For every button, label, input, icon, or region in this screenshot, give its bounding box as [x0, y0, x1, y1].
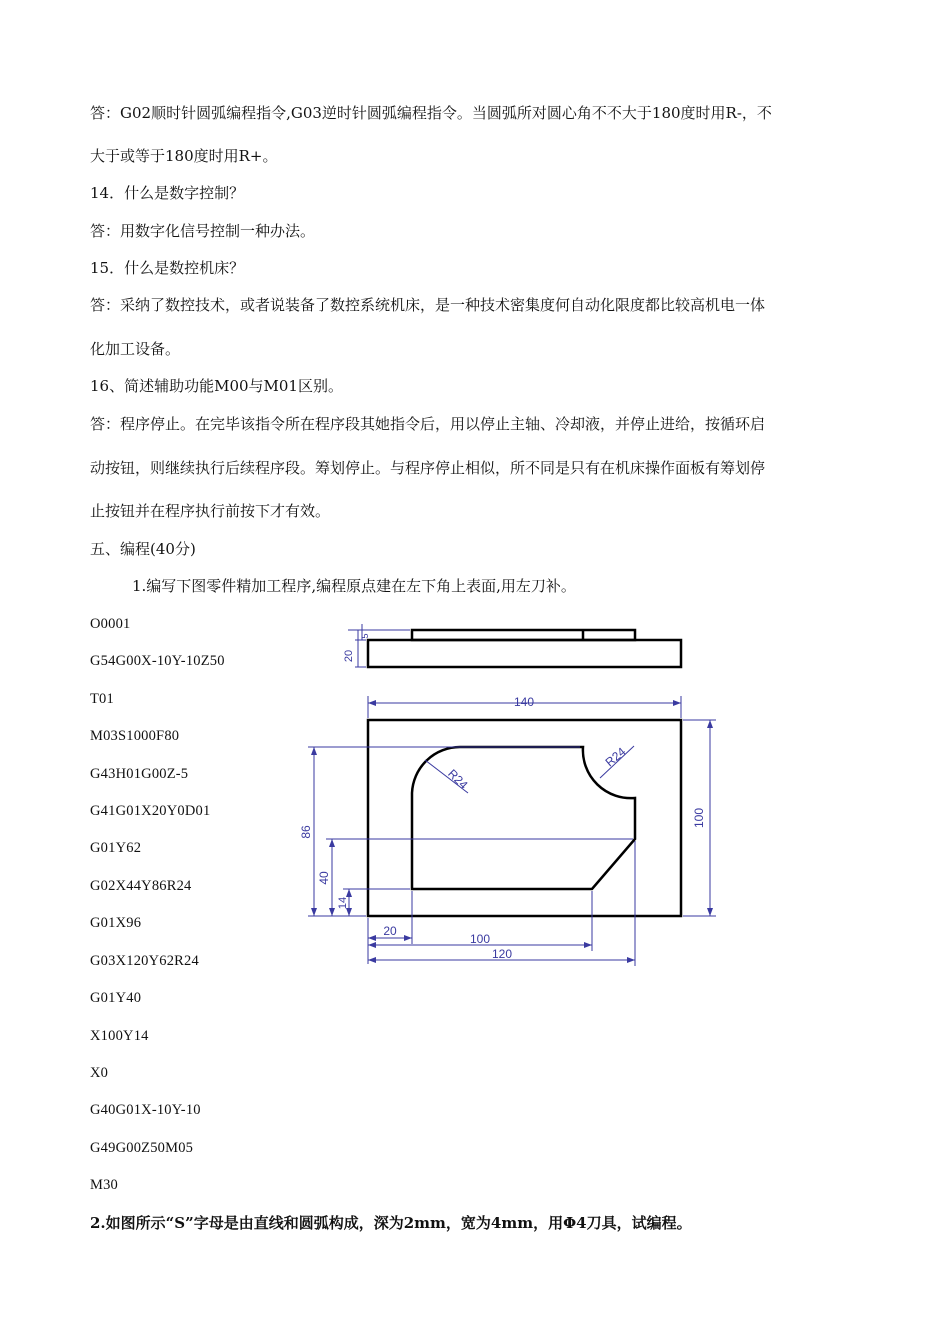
side-view — [368, 630, 681, 667]
radius-left-label: R24 — [445, 766, 471, 792]
dim-120: 120 — [491, 947, 513, 961]
answer13-line2: 大于或等于180度时用R+。 — [90, 147, 278, 165]
dim-40: 40 — [317, 871, 331, 885]
dim-5-side: 5 — [360, 633, 370, 639]
q14-answer: 答：用数字化信号控制一种办法。 — [90, 222, 316, 240]
q16-answer-line1: 答：程序停止。在完毕该指令所在程序段其她指令后，用以停止主轴、冷却液，并停止进给，按循环启 — [90, 415, 766, 433]
side-view-dimensions — [348, 624, 410, 667]
dim-86: 86 — [299, 825, 313, 839]
program-line: G43H01G00Z-5 — [90, 766, 189, 782]
program-line: G49G00Z50M05 — [90, 1140, 194, 1156]
pocket-contour — [412, 747, 635, 889]
radius-right-label: R24 — [602, 744, 629, 770]
program-line: G01Y62 — [90, 840, 142, 856]
program-line: G41G01X20Y0D01 — [90, 803, 211, 819]
dim-140: 140 — [513, 695, 535, 709]
section5-title: 五、编程(40分) — [90, 540, 196, 558]
program-line: G40G01X-10Y-10 — [90, 1102, 201, 1118]
q16-answer-line2: 动按钮，则继续执行后续程序段。筹划停止。与程序停止相似，所不同是只有在机床操作面板有筹划停 — [90, 459, 766, 477]
task2-text: 2.如图所示“S”字母是由直线和圆弧构成，深为2mm，宽为4mm，用Φ4刀具，试编程。 — [90, 1214, 692, 1232]
program-line: G01X96 — [90, 915, 142, 931]
dim-20-side: 20 — [343, 649, 355, 663]
task1-text: 1.编写下图零件精加工程序,编程原点建在左下角上表面,用左刀补。 — [132, 577, 576, 595]
program-line: G54G00X-10Y-10Z50 — [90, 653, 225, 669]
q14-question: 14．什么是数字控制？ — [90, 184, 245, 202]
q15-answer-line2: 化加工设备。 — [90, 340, 181, 358]
dim-100-bottom: 100 — [469, 932, 491, 946]
arrowheads — [311, 700, 713, 963]
program-line: O0001 — [90, 616, 131, 632]
program-line: M03S1000F80 — [90, 728, 180, 744]
q15-answer-line1: 答：采纳了数控技术，或者说装备了数控系统机床，是一种技术密集度何自动化限度都比较高机电一体 — [90, 296, 766, 314]
dim-100-right: 100 — [692, 807, 706, 829]
q16-question: 16、简述辅助功能M00与M01区别。 — [90, 377, 343, 395]
program-line: G02X44Y86R24 — [90, 878, 192, 894]
program-line: T01 — [90, 691, 114, 707]
q16-answer-line3: 止按钮并在程序执行前按下才有效。 — [90, 502, 331, 520]
program-line: X100Y14 — [90, 1028, 149, 1044]
program-line: G03X120Y62R24 — [90, 953, 199, 969]
dim-14: 14 — [337, 896, 349, 910]
program-line: X0 — [90, 1065, 109, 1081]
q15-question: 15．什么是数控机床？ — [90, 259, 245, 277]
answer13-line1: 答：G02顺时针圆弧编程指令,G03逆时针圆弧编程指令。当圆弧所对圆心角不不大于180度时用R-，不 — [90, 104, 772, 122]
program-line: M30 — [90, 1177, 118, 1193]
program-line: G01Y40 — [90, 990, 142, 1006]
dim-20-bottom: 20 — [383, 924, 397, 938]
